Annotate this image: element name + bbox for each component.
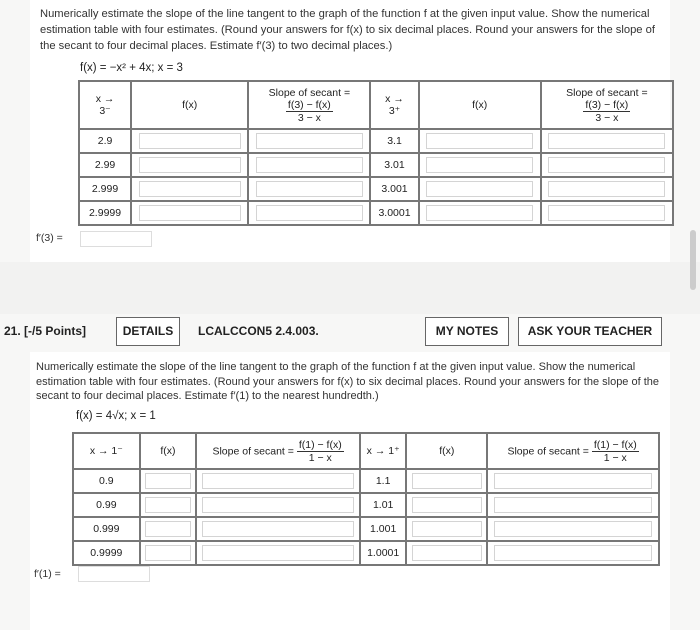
- q21-header-x-right: x → 1⁺: [360, 433, 406, 469]
- q21-fx-right-input[interactable]: [412, 521, 482, 537]
- q21-derivative-label: f′(1) =: [34, 568, 61, 580]
- q20-slope-right-input[interactable]: [548, 157, 665, 173]
- q20-slope-left-input[interactable]: [256, 181, 363, 197]
- separator: [0, 262, 700, 314]
- q21-slope-left-input[interactable]: [202, 521, 354, 537]
- q20-right-x: 3.0001: [370, 201, 418, 225]
- q20-header-fx-left: f(x): [131, 81, 248, 129]
- q21-code: LCALCCON5 2.4.003.: [198, 324, 319, 338]
- q20-slope-left-input[interactable]: [256, 157, 363, 173]
- q20-fx-right-input[interactable]: [426, 181, 533, 197]
- question-20-panel: [30, 0, 670, 262]
- q21-instructions: Numerically estimate the slope of the line tangent to the graph of the function f at the given input value. Show the numerical estimation table with four estimates. (Round your answers for f(x) to six decimal places. Round your answers for the slope of the secant to four decimal places. Estimate f′(1) to the nearest hundredth.): [36, 361, 660, 402]
- q21-left-x: 0.9: [73, 469, 140, 493]
- q21-header-fx-left: f(x): [140, 433, 197, 469]
- q20-right-x: 3.1: [370, 129, 418, 153]
- q20-fx-right-input[interactable]: [426, 157, 533, 173]
- ask-your-teacher-button[interactable]: ASK YOUR TEACHER: [518, 317, 662, 346]
- q21-fx-right-input[interactable]: [412, 545, 482, 561]
- scrollbar-thumb[interactable]: [690, 230, 696, 290]
- q21-number: 21. [-/5 Points]: [4, 324, 87, 338]
- q20-header-slope-right: Slope of secant = $\frac{f(3) - f(x)}{3 - x}$: [541, 81, 673, 129]
- q20-header-x-left: x → 3⁻: [79, 81, 131, 129]
- q20-slope-left-input[interactable]: [256, 133, 363, 149]
- q20-function: f(x) = −x² + 4x; x = 3: [80, 62, 183, 74]
- q21-right-x: 1.001: [360, 517, 406, 541]
- q20-left-x: 2.999: [79, 177, 131, 201]
- q21-fx-left-input[interactable]: [145, 473, 191, 489]
- q20-header-slope-left: Slope of secant = $\frac{f(3) - f(x)}{3 - x}$: [248, 81, 370, 129]
- q21-left-x: 0.999: [73, 517, 140, 541]
- question-21-panel: [30, 352, 670, 630]
- q21-fx-left-input[interactable]: [145, 497, 191, 513]
- q20-fx-left-input[interactable]: [139, 181, 241, 197]
- q20-fx-right-input[interactable]: [426, 205, 533, 221]
- q20-right-x: 3.001: [370, 177, 418, 201]
- question-21-header: [0, 314, 700, 352]
- q20-slope-right-input[interactable]: [548, 181, 665, 197]
- q21-header-fx-right: f(x): [406, 433, 487, 469]
- q21-right-x: 1.0001: [360, 541, 406, 565]
- q20-fx-left-input[interactable]: [139, 205, 241, 221]
- q20-header-fx-right: f(x): [419, 81, 541, 129]
- q20-left-x: 2.99: [79, 153, 131, 177]
- q21-fx-right-input[interactable]: [412, 473, 482, 489]
- q21-right-x: 1.1: [360, 469, 406, 493]
- q20-left-x: 2.9999: [79, 201, 131, 225]
- q21-left-x: 0.99: [73, 493, 140, 517]
- q20-right-x: 3.01: [370, 153, 418, 177]
- q21-function: f(x) = 4√x; x = 1: [76, 410, 156, 422]
- q20-fx-left-input[interactable]: [139, 133, 241, 149]
- q20-fx-right-input[interactable]: [426, 133, 533, 149]
- q20-derivative-label: f′(3) =: [36, 232, 63, 244]
- q21-estimation-table: [72, 432, 660, 566]
- q21-header-x-left: x → 1⁻: [73, 433, 140, 469]
- q20-left-x: 2.9: [79, 129, 131, 153]
- q20-fx-left-input[interactable]: [139, 157, 241, 173]
- details-button[interactable]: DETAILS: [116, 317, 180, 346]
- q21-slope-right-input[interactable]: [494, 545, 652, 561]
- q21-slope-left-input[interactable]: [202, 473, 354, 489]
- q20-estimation-table: [78, 80, 674, 226]
- q21-slope-right-input[interactable]: [494, 521, 652, 537]
- q20-instructions: Numerically estimate the slope of the line tangent to the graph of the function f at the given input value. Show the numerical estimation table with four estimates. (Round your answers for f(x) to six decimal places. Round your answers for the slope of the secant to four decimal places. Estimate f′(3) to two decimal places.): [40, 8, 655, 52]
- q21-slope-right-input[interactable]: [494, 497, 652, 513]
- q21-slope-left-input[interactable]: [202, 545, 354, 561]
- q20-derivative-input[interactable]: [80, 231, 152, 247]
- q21-slope-left-input[interactable]: [202, 497, 354, 513]
- q21-slope-right-input[interactable]: [494, 473, 652, 489]
- q21-fx-left-input[interactable]: [145, 521, 191, 537]
- q21-header-slope-left: Slope of secant = $\frac{f(1) - f(x)}{1 - x}$: [196, 433, 360, 469]
- my-notes-button[interactable]: MY NOTES: [425, 317, 509, 346]
- q21-header-slope-right: Slope of secant = $\frac{f(1) - f(x)}{1 - x}$: [487, 433, 659, 469]
- q21-derivative-input[interactable]: [78, 566, 150, 582]
- q20-slope-right-input[interactable]: [548, 205, 665, 221]
- q20-slope-left-input[interactable]: [256, 205, 363, 221]
- q20-header-x-right: x → 3⁺: [370, 81, 418, 129]
- q21-fx-right-input[interactable]: [412, 497, 482, 513]
- q20-slope-right-input[interactable]: [548, 133, 665, 149]
- q21-right-x: 1.01: [360, 493, 406, 517]
- q21-fx-left-input[interactable]: [145, 545, 191, 561]
- q21-left-x: 0.9999: [73, 541, 140, 565]
